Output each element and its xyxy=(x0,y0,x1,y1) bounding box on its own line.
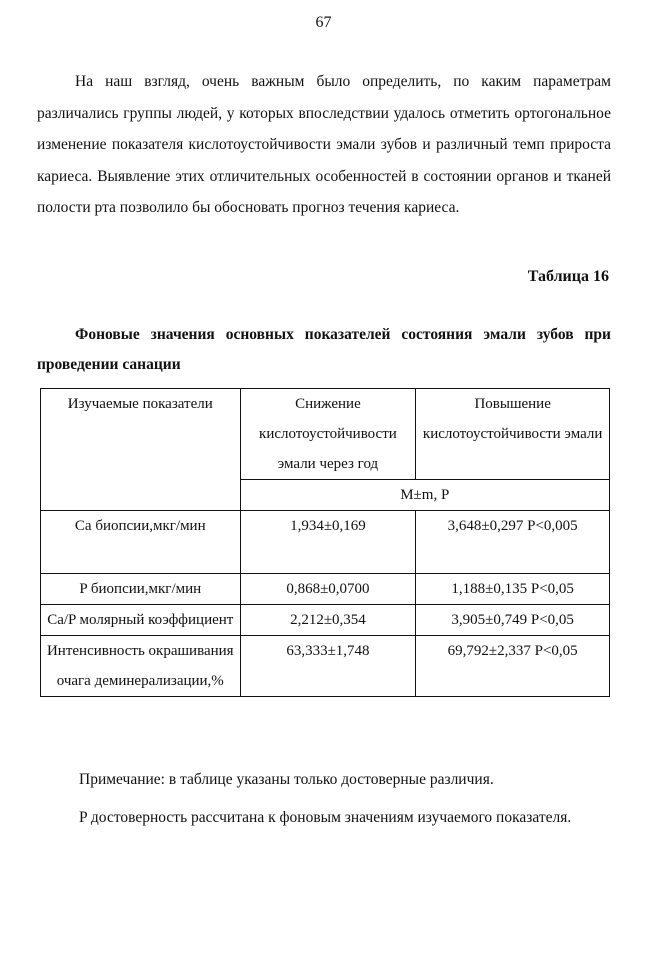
row-decrease-value: 0,868±0,0700 xyxy=(240,574,416,605)
table-row xyxy=(41,605,610,636)
header-indicators: Изучаемые показатели xyxy=(41,389,241,511)
table-row xyxy=(41,636,610,697)
page-number: 67 xyxy=(315,14,332,31)
table-row xyxy=(41,511,610,574)
header-increase: Повышение кислотоустойчивости эмали xyxy=(416,389,610,480)
row-decrease-value: 63,333±1,748 xyxy=(240,636,416,697)
row-decrease-value: 1,934±0,169 xyxy=(240,511,416,574)
row-decrease-value: 2,212±0,354 xyxy=(240,605,416,636)
row-increase-value: 69,792±2,337 P<0,05 xyxy=(416,636,610,697)
table-note: Примечание: в таблице указаны только достоверные различия. xyxy=(79,771,494,788)
row-increase-value: 3,905±0,749 P<0,05 xyxy=(416,605,610,636)
header-decrease: Снижение кислотоустойчивости эмали через год xyxy=(240,389,416,480)
row-indicator: Ca биопсии,мкг/мин xyxy=(41,511,241,574)
row-increase-value: 1,188±0,135 P<0,05 xyxy=(416,574,610,605)
row-indicator: P биопсии,мкг/мин xyxy=(41,574,241,605)
table-row xyxy=(41,574,610,605)
row-indicator: Ca/P молярный коэффициент xyxy=(41,605,241,636)
table-caption: Фоновые значения основных показателей состояния эмали зубов при проведении санации xyxy=(37,326,611,373)
footnote-paragraph: P достоверность рассчитана к фоновым значениям изучаемого показателя. xyxy=(79,809,572,826)
data-table xyxy=(40,388,610,697)
row-increase-value: 3,648±0,297 P<0,005 xyxy=(416,511,610,574)
table-label: Таблица 16 xyxy=(527,268,609,285)
table-header-row xyxy=(41,389,610,480)
header-units: M±m, P xyxy=(240,480,609,511)
row-indicator: Интенсивность окрашивания очага деминерализации,% xyxy=(41,636,241,697)
intro-paragraph: На наш взгляд, очень важным было определить, по каким параметрам различались группы людей, у которых впоследствии удалось отметить ортогональное изменение показателя кислотоустойчивости эмали зубов и различный темп прироста кариеса. Выявление этих отличительных особенностей в состоянии органов и тканей полости рта позволило бы обосновать прогноз течения кариеса. xyxy=(37,73,611,216)
